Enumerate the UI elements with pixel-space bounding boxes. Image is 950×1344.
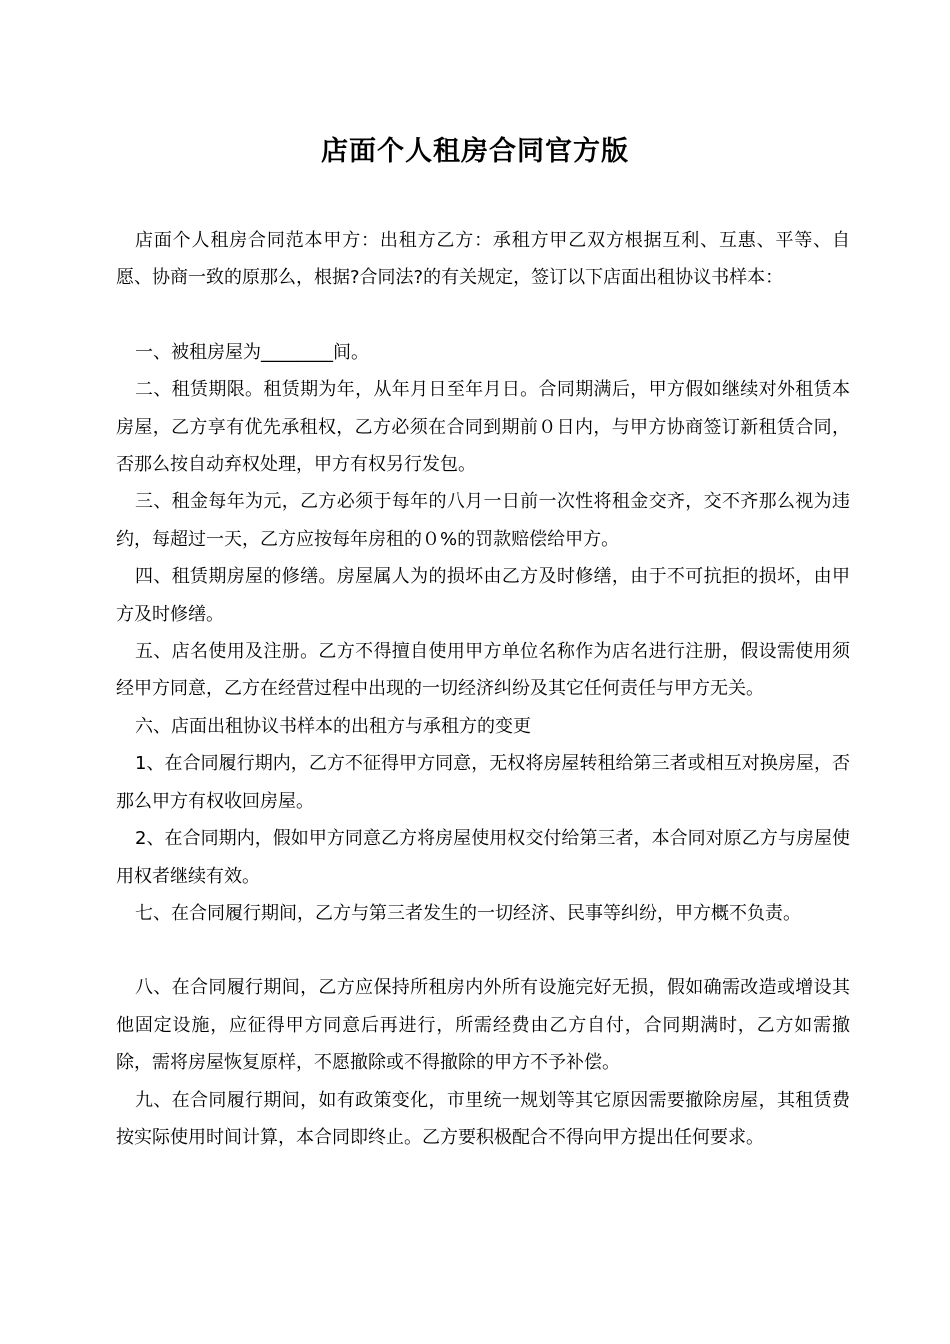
clause-1-paragraph: 一、被租房屋为________间。	[135, 341, 369, 363]
clause-2-paragraph: 二、租赁期限。租赁期为年，从年月日至年月日。合同期满后，甲方假如继续对外租赁本房屋，乙方享有优先承租权，乙方必须在合同到期前０日内，与甲方协商签订新租赁合同，否那么按自动弃权处理，甲方有权另行发包。	[116, 379, 850, 476]
clause-5-paragraph: 五、店名使用及注册。乙方不得擅自使用甲方单位名称作为店名进行注册，假设需使用须经甲方同意，乙方在经营过程中出现的一切经济纠纷及其它任何责任与甲方无关。	[116, 641, 850, 700]
clause-7-paragraph: 七、在合同履行期间，乙方与第三者发生的一切经济、民事等纠纷，甲方概不负责。	[135, 902, 801, 924]
clause-4-paragraph: 四、租赁期房屋的修缮。房屋属人为的损坏由乙方及时修缮，由于不可抗拒的损坏，由甲方及时修缮。	[116, 566, 850, 625]
clause-3-paragraph: 三、租金每年为元，乙方必须于每年的八月一日前一次性将租金交齐，交不齐那么视为违约，每超过一天，乙方应按每年房租的０%的罚款赔偿给甲方。	[116, 491, 850, 550]
clause-9-paragraph: 九、在合同履行期间，如有政策变化，市里统一规划等其它原因需要撤除房屋，其租赁费按实际使用时间计算，本合同即终止。乙方要积极配合不得向甲方提出任何要求。	[116, 1089, 850, 1148]
clause-6-item-2-paragraph: 2、在合同期内，假如甲方同意乙方将房屋使用权交付给第三者，本合同对原乙方与房屋使用权者继续有效。	[116, 828, 850, 887]
document-body	[116, 222, 850, 1156]
clause-6-paragraph: 六、店面出租协议书样本的出租方与承租方的变更	[135, 715, 531, 737]
clause-8-paragraph: 八、在合同履行期间，乙方应保持所租房内外所有设施完好无损，假如确需改造或增设其他固定设施，应征得甲方同意后再进行，所需经费由乙方自付，合同期满时，乙方如需撤除，需将房屋恢复原样，不愿撤除或不得撤除的甲方不予补偿。	[116, 977, 850, 1074]
clause-6-item-1-paragraph: 1、在合同履行期内，乙方不征得甲方同意，无权将房屋转租给第三者或相互对换房屋，否那么甲方有权收回房屋。	[116, 753, 850, 812]
intro-paragraph: 店面个人租房合同范本甲方：出租方乙方：承租方甲乙双方根据互利、互惠、平等、自愿、协商一致的原那么，根据?合同法?的有关规定，签订以下店面出租协议书样本：	[116, 230, 850, 289]
document-title: 店面个人租房合同官方版	[321, 136, 629, 167]
